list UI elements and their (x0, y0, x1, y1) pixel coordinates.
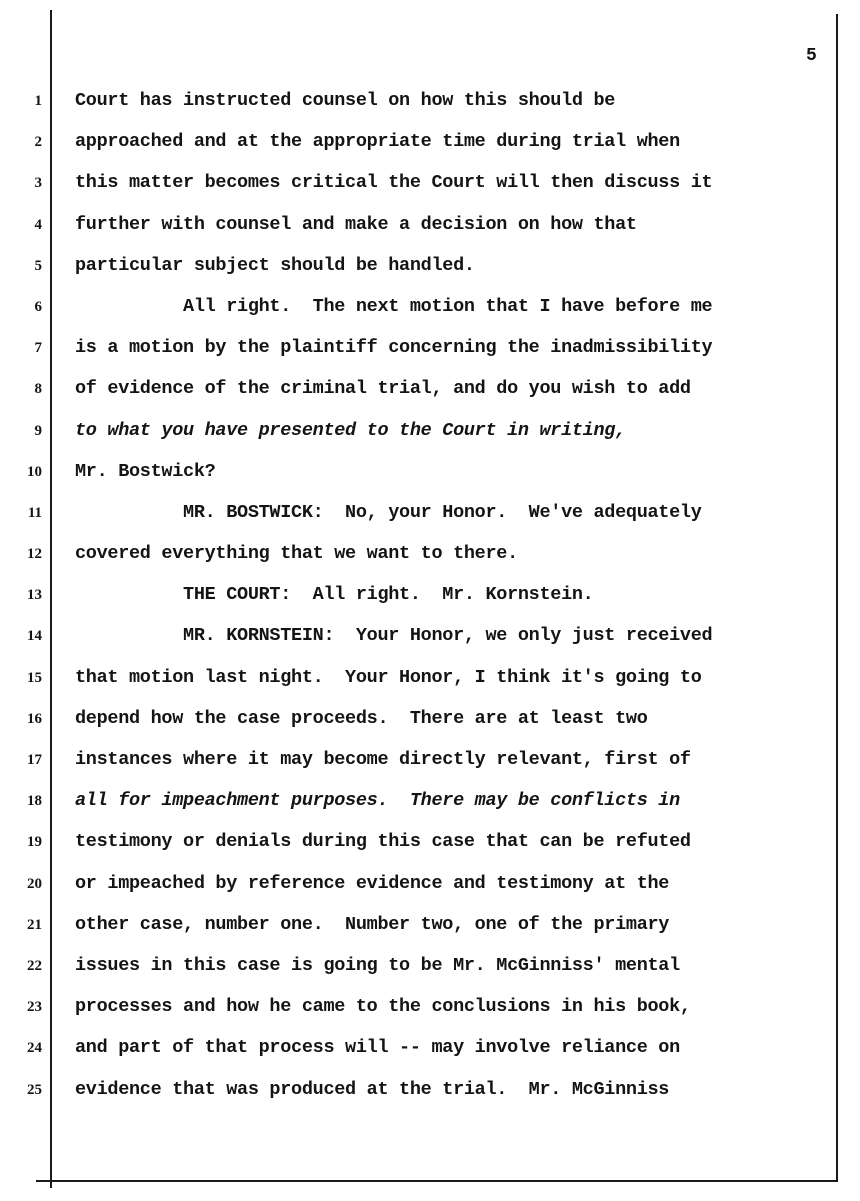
line-number: 7 (34, 340, 42, 357)
line-number: 21 (27, 916, 42, 933)
line-number: 5 (34, 257, 42, 274)
line-number: 10 (27, 463, 42, 480)
transcript-line: and part of that process will -- may involve reliance on (75, 1037, 680, 1059)
line-number: 15 (27, 669, 42, 686)
transcript-line: testimony or denials during this case that can be refuted (75, 831, 691, 853)
transcript-line: MR. BOSTWICK: No, your Honor. We've adequately (75, 501, 702, 523)
line-number: 11 (27, 504, 42, 521)
line-number: 4 (34, 216, 42, 233)
line-number: 22 (27, 957, 42, 974)
line-number: 6 (34, 298, 42, 315)
line-number: 13 (27, 587, 42, 604)
transcript-line: further with counsel and make a decision on how that (75, 213, 637, 235)
transcript-line: is a motion by the plaintiff concerning the inadmissibility (75, 337, 713, 359)
line-number: 24 (27, 1040, 42, 1057)
line-number: 14 (27, 628, 42, 645)
line-number: 1 (34, 93, 42, 109)
transcript-line: all for impeachment purposes. There may be conflicts in (75, 790, 680, 812)
line-number-column (0, 88, 42, 1118)
transcript-line: or impeached by reference evidence and testimony at the (75, 872, 670, 894)
line-number: 16 (27, 710, 42, 727)
transcript-body (75, 88, 827, 1118)
line-number: 12 (27, 546, 42, 563)
transcript-line: Court has instructed counsel on how this should be (75, 90, 616, 111)
line-number: 3 (34, 175, 42, 192)
transcript-line: instances where it may become directly relevant, first of (75, 749, 691, 770)
transcript-line: issues in this case is going to be Mr. McGinniss' mental (75, 954, 680, 976)
transcript-line: to what you have presented to the Court in writing, (75, 419, 626, 441)
line-number: 2 (34, 134, 42, 151)
transcript-line: other case, number one. Number two, one of the primary (75, 913, 670, 935)
line-number: 23 (27, 999, 42, 1016)
transcript-line: MR. KORNSTEIN: Your Honor, we only just received (75, 625, 713, 647)
transcript-line: depend how the case proceeds. There are at least two (75, 707, 648, 729)
transcript-line: All right. The next motion that I have before me (75, 295, 713, 317)
transcript-line: that motion last night. Your Honor, I think it's going to (75, 666, 702, 688)
transcript-line: covered everything that we want to there. (75, 543, 518, 565)
transcript-line: approached and at the appropriate time during trial when (75, 131, 680, 153)
transcript-line: evidence that was produced at the trial. Mr. McGinniss (75, 1078, 670, 1100)
transcript-line: particular subject should be handled. (75, 254, 475, 276)
line-number: 19 (27, 834, 42, 851)
left-margin-rule (50, 10, 52, 1188)
line-number: 20 (27, 875, 42, 892)
transcript-line: THE COURT: All right. Mr. Kornstein. (75, 584, 594, 606)
page-number: 5 (806, 46, 817, 66)
transcript-line: of evidence of the criminal trial, and do you wish to add (75, 378, 691, 400)
bottom-margin-rule (36, 1180, 838, 1182)
line-number: 18 (27, 793, 42, 810)
right-margin-rule (836, 14, 838, 1182)
line-number: 8 (34, 381, 42, 398)
line-number: 17 (27, 752, 42, 768)
transcript-line: this matter becomes critical the Court will then discuss it (75, 172, 713, 194)
transcript-line: processes and how he came to the conclusions in his book, (75, 996, 691, 1018)
line-number: 9 (34, 422, 42, 439)
transcript-line: Mr. Bostwick? (75, 460, 216, 482)
line-number: 25 (27, 1081, 42, 1098)
